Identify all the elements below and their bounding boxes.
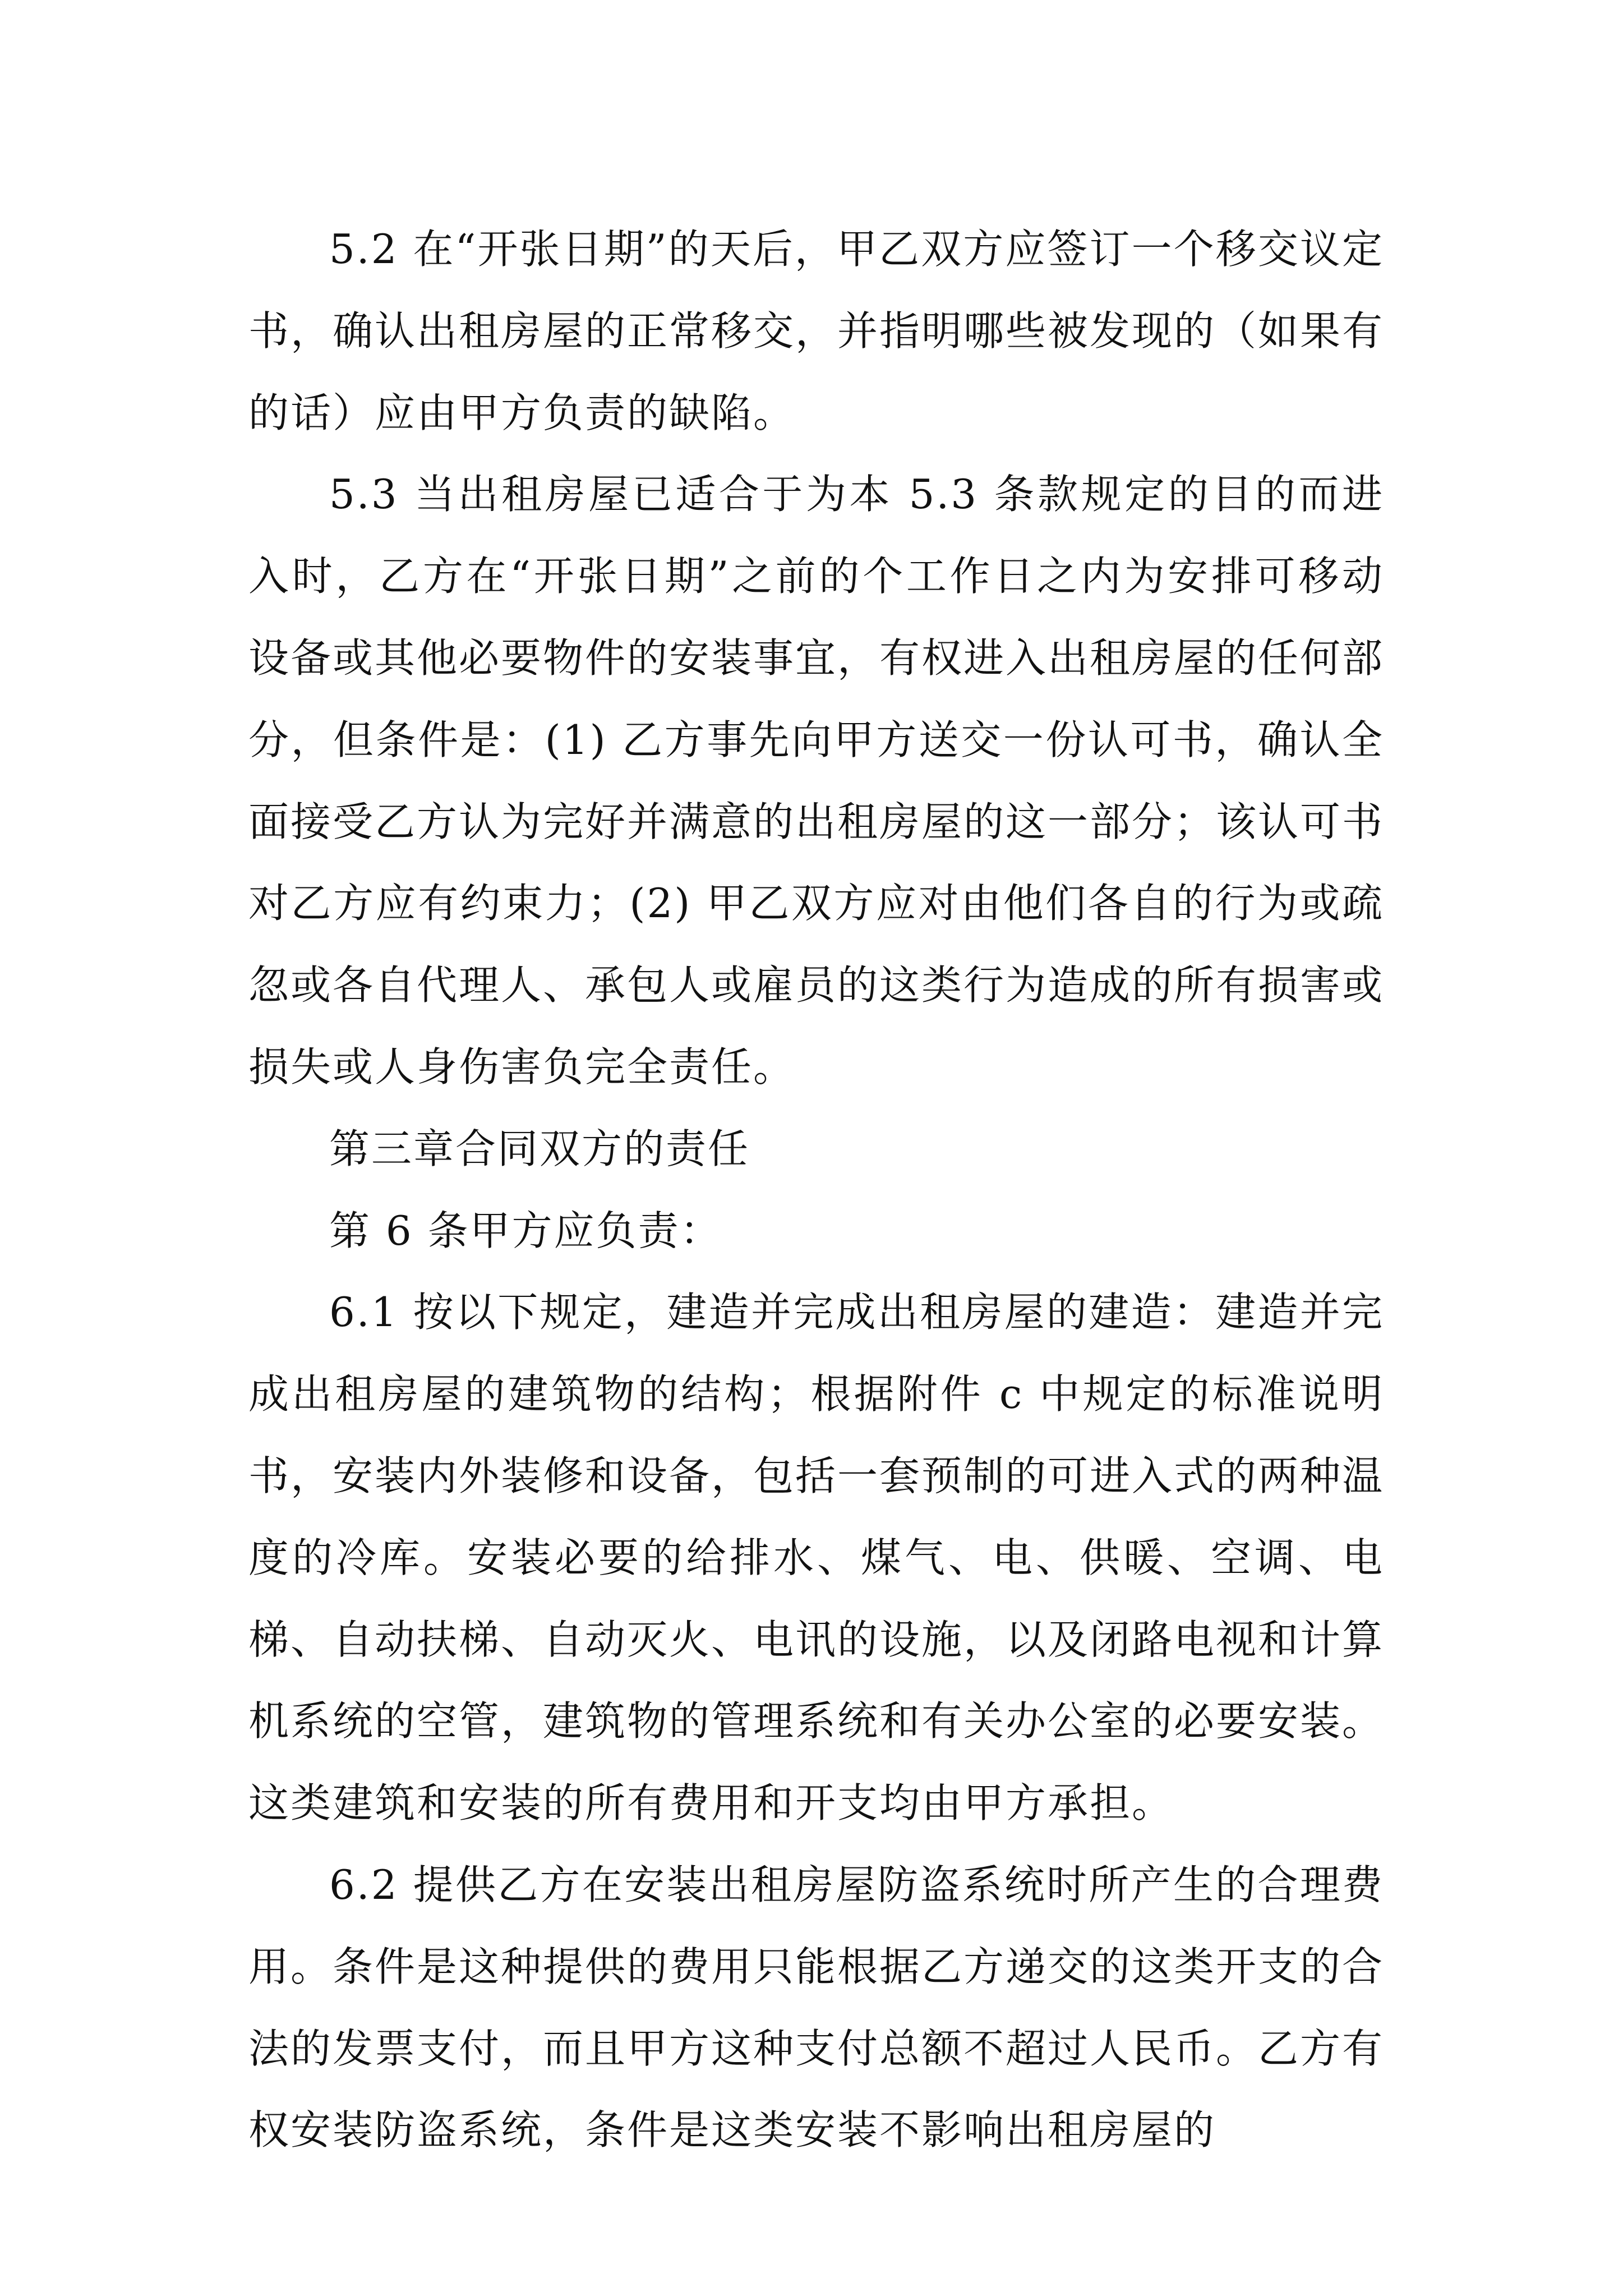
chapter-heading: 第三章合同双方的责任: [329, 1125, 750, 1172]
paragraph-5-3: 5.3 当出租房屋已适合于为本 5.3 条款规定的目的而进入时，乙方在“开张日期”之前的个工作日之内为安排可移动设备或其他必要物件的安装事宜，有权进入出租房屋的任何部分，但条件是：(1) 乙方事先向甲方送交一份认可书，确认全面接受乙方认为完好并满意的出租房屋的这一部分；该认可书对乙方应有约束力；(2) 甲乙双方应对由他们各自的行为或疏忽或各自代理人、承包人或雇员的这类行为造成的所有损害或损失或人身伤害负完全责任。: [248, 471, 1385, 1091]
paragraph-6-1: 6.1 按以下规定，建造并完成出租房屋的建造：建造并完成出租房屋的建筑物的结构；根据附件 c 中规定的标准说明书，安装内外装修和设备，包括一套预制的可进入式的两种温度的冷库。安装必要的给排水、煤气、电、供暖、空调、电梯、自动扶梯、自动灭火、电讯的设施，以及闭路电视和计算机系统的空管，建筑物的管理系统和有关办公室的必要安装。这类建筑和安装的所有费用和开支均由甲方承担。: [248, 1289, 1385, 1827]
document-body: [248, 209, 1384, 2171]
paragraph-6-2: 6.2 提供乙方在安装出租房屋防盗系统时所产生的合理费用。条件是这种提供的费用只能根据乙方递交的这类开支的合法的发票支付，而且甲方这种支付总额不超过人民币。乙方有权安装防盗系统，条件是这类安装不影响出租房屋的: [248, 1861, 1385, 2154]
article-heading: 第 6 条甲方应负责：: [329, 1207, 722, 1254]
paragraph-5-2: 5.2 在“开张日期”的天后，甲乙双方应签订一个移交议定书，确认出租房屋的正常移交，并指明哪些被发现的（如果有的话）应由甲方负责的缺陷。: [248, 226, 1385, 436]
